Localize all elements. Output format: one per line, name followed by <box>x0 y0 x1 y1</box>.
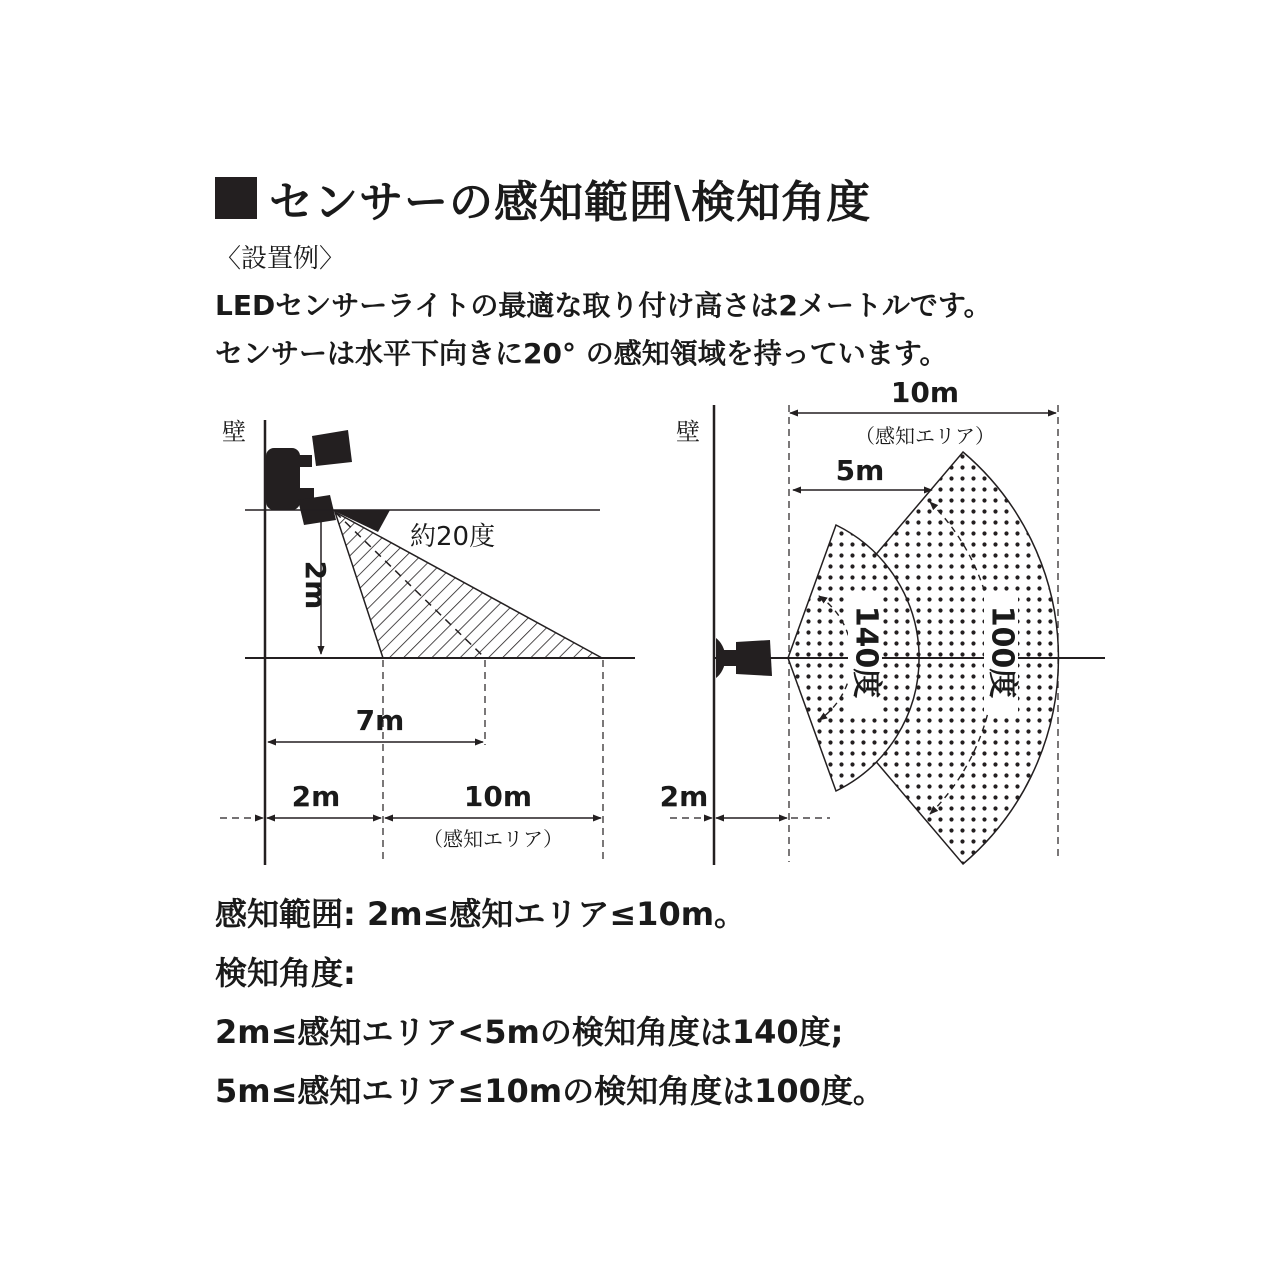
wall-label-top: 壁 <box>676 418 700 446</box>
side-area-note: （感知エリア） <box>423 827 563 851</box>
outer-angle-label: 100度 <box>984 605 1020 699</box>
top-area-note: （感知エリア） <box>855 424 995 448</box>
inner-angle-label: 140度 <box>848 605 884 699</box>
summary-text <box>215 885 885 1121</box>
example-subtitle: 〈設置例〉 <box>215 244 346 274</box>
top-view <box>660 376 1105 865</box>
near-distance-label: 7m <box>355 704 405 737</box>
summary-line-3: 2m≤感知エリア<5mの検知角度は140度; <box>215 1013 844 1051</box>
bottom-left-label: 2m <box>291 780 341 813</box>
height-label: 2m <box>299 560 332 610</box>
intro-line-2: センサーは水平下向きに20° の感知領域を持っています。 <box>215 337 948 370</box>
side-view <box>220 418 635 865</box>
intro-line-1: LEDセンサーライトの最適な取り付け高さは2メートルです。 <box>215 289 992 322</box>
summary-line-1: 感知範囲: 2m≤感知エリア≤10m。 <box>215 895 747 933</box>
top-bottom-label: 2m <box>659 780 709 813</box>
sensor-light-top-icon <box>716 638 772 678</box>
mid-distance-label: 5m <box>835 454 885 487</box>
outer-angle-label-group <box>984 592 1020 712</box>
summary-line-4: 5m≤感知エリア≤10mの検知角度は100度。 <box>215 1072 885 1110</box>
title-text: センサーの感知範囲\検知角度 <box>269 177 872 228</box>
sensor-light-icon <box>266 430 390 532</box>
top-distance-label: 10m <box>890 376 960 409</box>
angle-label: 約20度 <box>410 522 496 552</box>
bottom-right-label: 10m <box>463 780 533 813</box>
summary-line-2: 検知角度: <box>215 954 356 992</box>
inner-angle-label-group <box>848 592 884 712</box>
wall-label-side: 壁 <box>222 418 246 446</box>
